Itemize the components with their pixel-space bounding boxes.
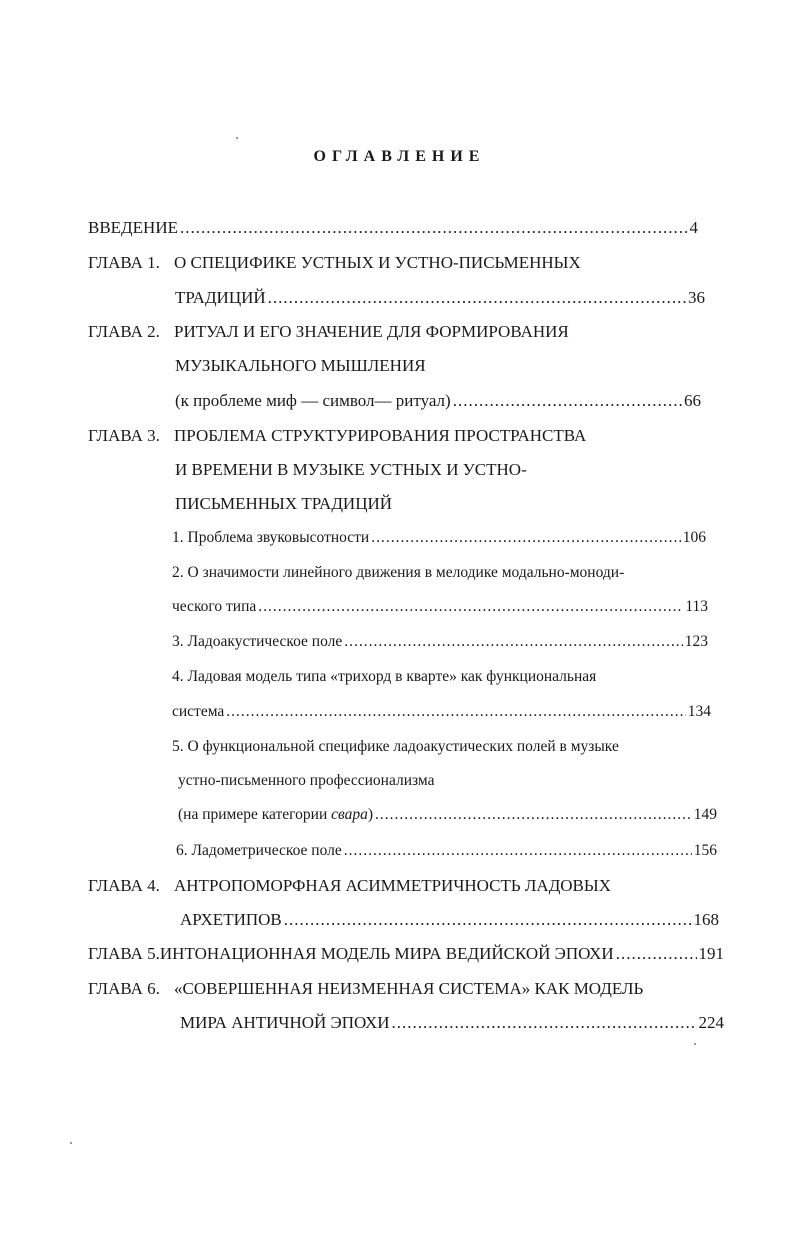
chapter-title-line: ПИСЬМЕННЫХ ТРАДИЦИЙ <box>175 494 393 513</box>
toc-entry-chapter-2[interactable] <box>88 322 569 342</box>
toc-entry-chapter-6[interactable] <box>88 979 643 999</box>
leader-dots <box>344 633 682 651</box>
page-number: 191 <box>698 944 724 963</box>
toc-section-3-5-cont[interactable] <box>178 806 717 824</box>
toc-section-3-6[interactable] <box>176 842 717 860</box>
chapter-title-line: И ВРЕМЕНИ В МУЗЫКЕ УСТНЫХ И УСТНО- <box>175 460 527 479</box>
chapter-number: ГЛАВА 5. <box>88 944 160 963</box>
text-segment: (на примере категории <box>178 806 332 823</box>
leader-dots <box>371 529 681 547</box>
chapter-title: ПРОБЛЕМА СТРУКТУРИРОВАНИЯ ПРОСТРАНСТВА <box>174 426 587 445</box>
toc-section-3-4-cont[interactable] <box>172 703 711 721</box>
toc-section-3-2[interactable] <box>172 564 624 582</box>
chapter-title-cont <box>175 494 392 514</box>
page-number: 149 <box>693 806 717 823</box>
toc-section-3-4[interactable] <box>172 668 596 686</box>
page-number: 36 <box>688 288 705 307</box>
leader-dots <box>268 288 686 308</box>
section-label: 6. Ладометрическое поле <box>176 842 342 859</box>
section-label: 4. Ладовая модель типа «трихорд в кварте» как функциональная <box>172 668 597 685</box>
section-label-cont: ческого типа <box>172 598 257 615</box>
leader-dots <box>344 842 692 860</box>
chapter-number: ГЛАВА 6. <box>88 979 160 998</box>
toc-entry-chapter-4[interactable] <box>88 876 611 896</box>
toc-section-3-3[interactable] <box>172 633 708 651</box>
page-title: ОГЛАВЛЕНИЕ <box>313 148 486 165</box>
scan-speck <box>236 137 238 139</box>
leader-dots <box>284 910 692 930</box>
chapter-title-cont: МИРА АНТИЧНОЙ ЭПОХИ <box>180 1013 390 1032</box>
scan-speck <box>694 1043 696 1045</box>
leader-dots <box>226 703 685 721</box>
chapter-title-line: МУЗЫКАЛЬНОГО МЫШЛЕНИЯ <box>175 356 426 375</box>
page-number: 113 <box>685 598 708 615</box>
toc-entry-chapter-6-cont[interactable] <box>180 1013 724 1033</box>
entry-label: ВВЕДЕНИЕ <box>88 218 178 237</box>
leader-dots <box>375 806 692 824</box>
chapter-title: АНТРОПОМОРФНАЯ АСИММЕТРИЧНОСТЬ ЛАДОВЫХ <box>174 876 612 895</box>
page-number: 156 <box>693 842 717 859</box>
page-number: 224 <box>698 1013 724 1032</box>
toc-entry-chapter-5[interactable] <box>88 944 724 964</box>
page-number: 4 <box>689 218 698 237</box>
chapter-title-cont <box>175 356 426 376</box>
section-label-line: устно-письменного профессионализма <box>178 772 435 789</box>
toc-section-3-1[interactable] <box>172 529 706 547</box>
toc-entry-chapter-3[interactable] <box>88 426 586 446</box>
section-label-cont: система <box>172 703 225 720</box>
leader-dots <box>616 944 697 964</box>
chapter-title-cont <box>175 460 527 480</box>
leader-dots <box>453 391 682 411</box>
chapter-title: РИТУАЛ И ЕГО ЗНАЧЕНИЕ ДЛЯ ФОРМИРОВАНИЯ <box>174 322 569 341</box>
toc-section-3-5[interactable] <box>172 738 619 756</box>
leader-dots <box>258 598 683 616</box>
chapter-number: ГЛАВА 4. <box>88 876 160 895</box>
toc-entry-chapter-4-cont[interactable] <box>180 910 719 930</box>
section-label: 1. Проблема звуковысотности <box>172 529 370 546</box>
page-number: 123 <box>684 633 708 650</box>
page-number: 66 <box>684 391 701 410</box>
section-label-cont <box>178 806 373 824</box>
section-label: 3. Ладоакустическое поле <box>172 633 343 650</box>
chapter-title-cont: ТРАДИЦИЙ <box>175 288 266 307</box>
page-number: 106 <box>682 529 706 546</box>
chapter-title: О СПЕЦИФИКЕ УСТНЫХ И УСТНО-ПИСЬМЕННЫХ <box>174 253 581 272</box>
toc-entry-introduction[interactable] <box>88 218 698 238</box>
chapter-number: ГЛАВА 1. <box>88 253 160 272</box>
toc-entry-chapter-1-cont[interactable] <box>175 288 705 308</box>
chapter-number: ГЛАВА 2. <box>88 322 160 341</box>
chapter-title: ИНТОНАЦИОННАЯ МОДЕЛЬ МИРА ВЕДИЙСКОЙ ЭПОХИ <box>159 944 614 963</box>
section-label-cont <box>178 772 435 790</box>
text-segment: ) <box>367 806 374 823</box>
page-number: 168 <box>693 910 719 929</box>
leader-dots <box>392 1013 697 1033</box>
chapter-number: ГЛАВА 3. <box>88 426 160 445</box>
scan-speck <box>70 1142 72 1144</box>
toc-entry-chapter-1[interactable] <box>88 253 581 273</box>
toc-section-3-2-cont[interactable] <box>172 598 708 616</box>
toc-entry-chapter-2-cont[interactable] <box>175 391 701 411</box>
chapter-subtitle: (к проблеме миф — символ— ритуал) <box>175 391 451 410</box>
text-italic-term: свара <box>331 806 368 823</box>
chapter-title: «СОВЕРШЕННАЯ НЕИЗМЕННАЯ СИСТЕМА» КАК МОДЕЛЬ <box>174 979 644 998</box>
section-label: 2. О значимости линейного движения в мелодике модально-моноди- <box>172 564 625 581</box>
chapter-title-cont: АРХЕТИПОВ <box>180 910 282 929</box>
page-number: 134 <box>687 703 711 720</box>
leader-dots <box>180 218 688 238</box>
section-label: 5. О функциональной специфике ладоакустических полей в музыке <box>172 738 619 755</box>
